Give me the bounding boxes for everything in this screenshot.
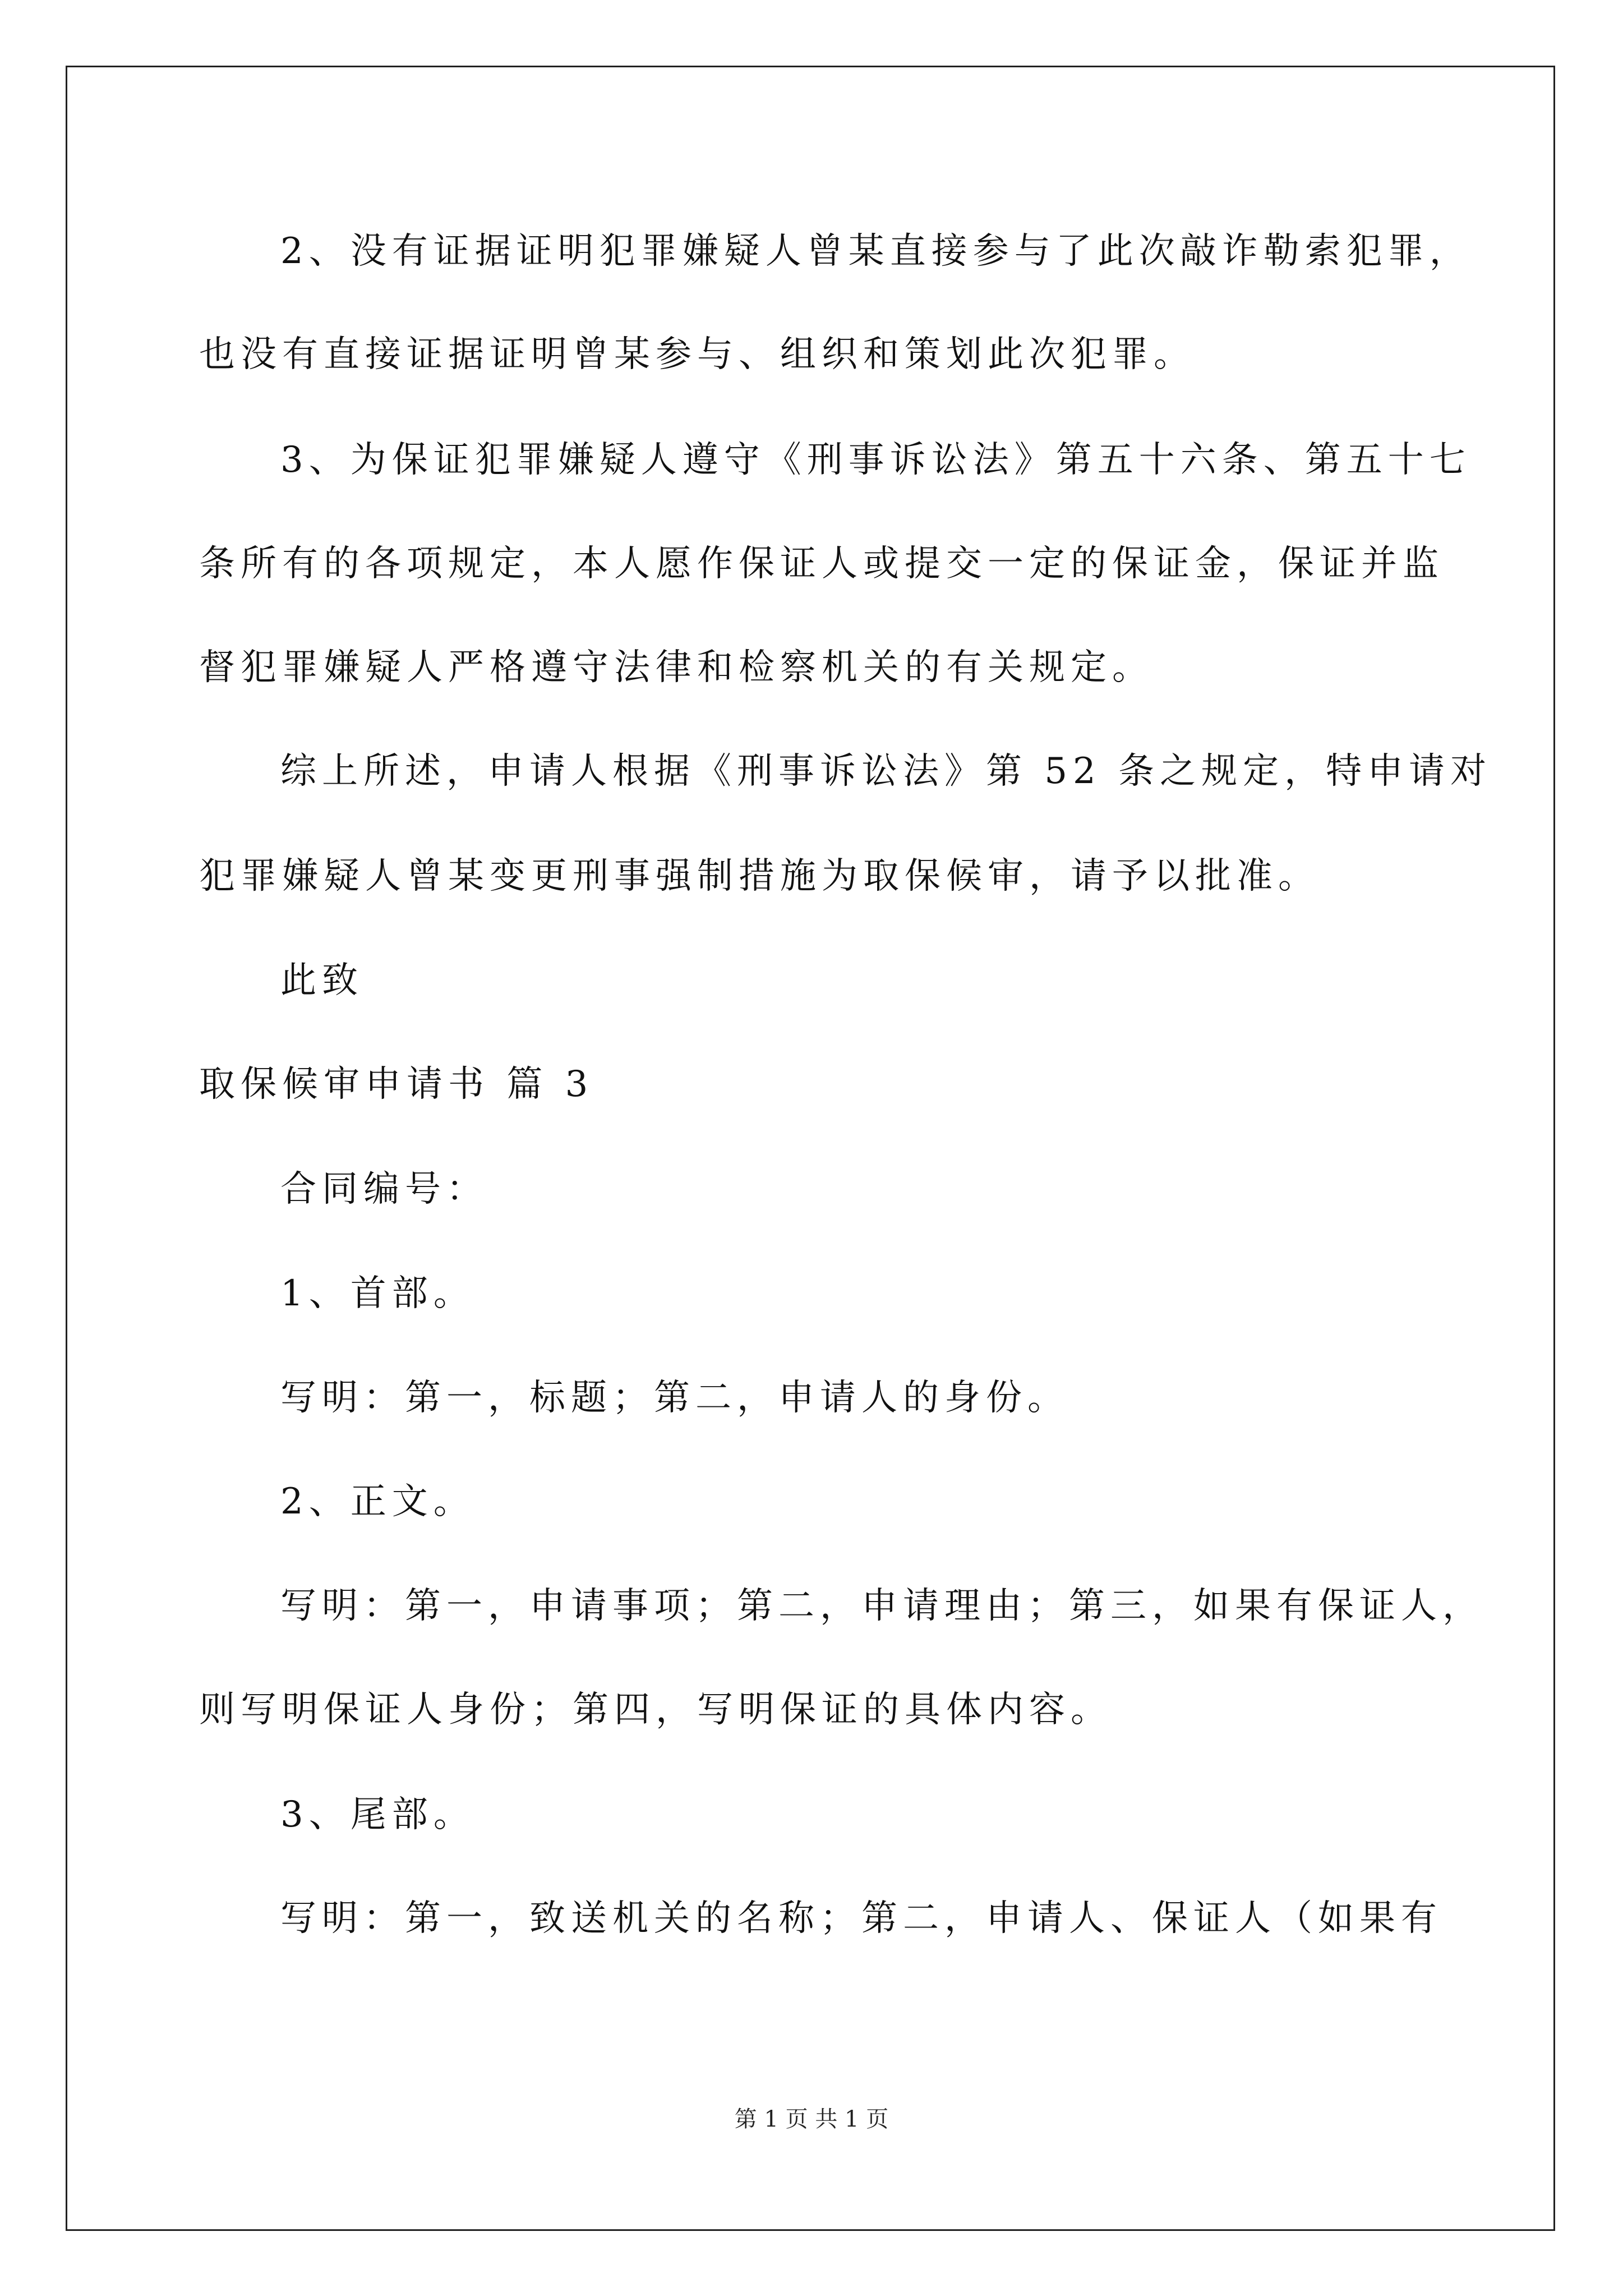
paragraph-line: 写明：第一，标题；第二，申请人的身份。: [280, 1377, 1069, 1419]
paragraph-line: 督犯罪嫌疑人严格遵守法律和检察机关的有关规定。: [199, 647, 1154, 688]
paragraph-line: 条所有的各项规定，本人愿作保证人或提交一定的保证金，保证并监: [199, 543, 1444, 585]
paragraph-line: 也没有直接证据证明曾某参与、组织和策划此次犯罪。: [199, 334, 1195, 375]
paragraph-line: 写明：第一，申请事项；第二，申请理由；第三，如果有保证人，: [280, 1585, 1484, 1627]
paragraph-line: 3、尾部。: [280, 1794, 475, 1835]
section-heading: 取保候审申请书 篇 3: [199, 1064, 594, 1105]
paragraph-line: 综上所述，申请人根据《刑事诉讼法》第 52 条之规定，特申请对: [280, 751, 1492, 792]
paragraph-line: 合同编号：: [280, 1168, 488, 1210]
page-footer: 第 1 页 共 1 页: [734, 2106, 889, 2132]
paragraph-line: 3、为保证犯罪嫌疑人遵守《刑事诉讼法》第五十六条、第五十七: [280, 439, 1471, 481]
paragraph-line: 写明：第一，致送机关的名称；第二，申请人、保证人（如果有: [280, 1898, 1442, 1939]
paragraph-line: 2、没有证据证明犯罪嫌疑人曾某直接参与了此次敲诈勒索犯罪，: [280, 231, 1471, 272]
paragraph-line: 2、正文。: [280, 1481, 475, 1522]
paragraph-line: 1、首部。: [280, 1273, 475, 1314]
paragraph-line: 犯罪嫌疑人曾某变更刑事强制措施为取保候审，请予以批准。: [199, 855, 1320, 897]
paragraph-line: 则写明保证人身份；第四，写明保证的具体内容。: [199, 1689, 1112, 1731]
closing-salutation: 此致: [280, 960, 363, 1001]
